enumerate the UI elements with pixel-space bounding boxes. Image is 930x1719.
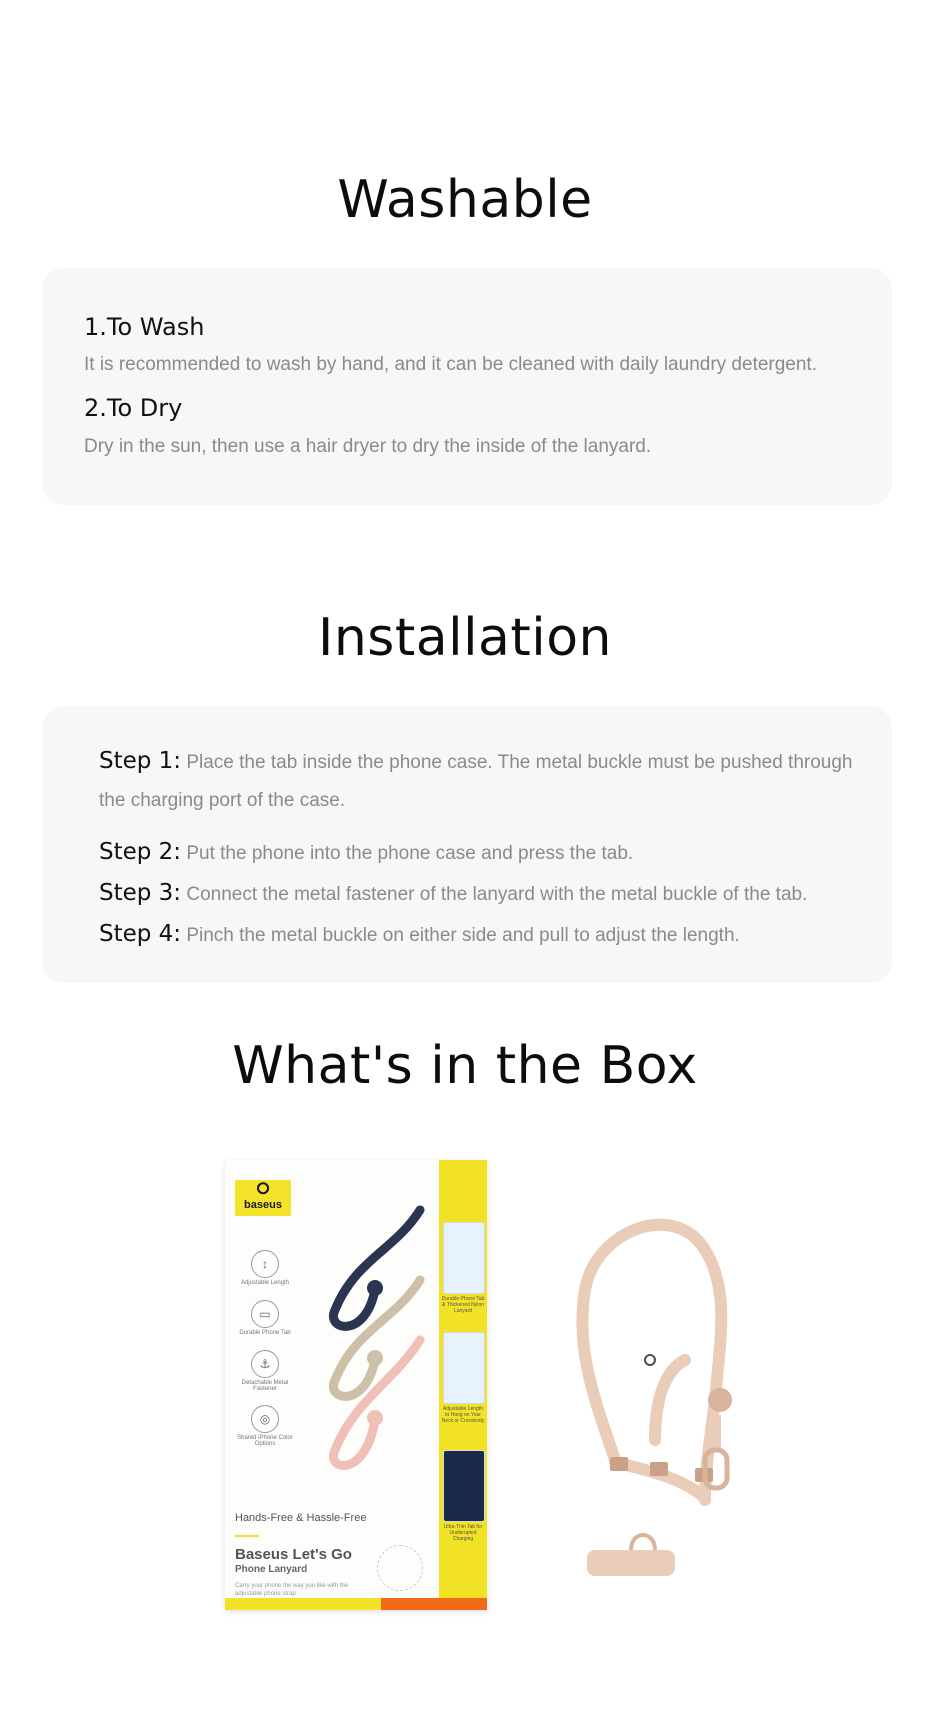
step-4-label: Step 4: (99, 921, 182, 947)
washable-card (42, 268, 892, 505)
installation-card (42, 706, 892, 983)
package-image (225, 1160, 487, 1610)
package-thumb-1 (443, 1222, 485, 1294)
package-caption-2: Adjustable Length to Hang on Your Neck or Crossbody (441, 1406, 485, 1424)
logo-mark-icon: ⭘ (256, 1181, 270, 1198)
package-product-sub: Phone Lanyard (235, 1564, 308, 1575)
wash-heading: 1.To Wash (84, 313, 205, 341)
feature-label: Shared iPhone Color Options (237, 1435, 293, 1447)
package-bottom-stripe (225, 1598, 381, 1610)
feature-label: Durable Phone Tab (239, 1330, 291, 1336)
package-small-text: Carry your phone the way you like with the adjustable phone strap (235, 1583, 349, 1597)
step-2 (99, 833, 879, 873)
package-thumb-3 (443, 1450, 485, 1522)
feature-label: Detachable Metal Fastener (241, 1380, 289, 1392)
installation-title: Installation (317, 608, 612, 668)
package-thumb-2 (443, 1332, 485, 1404)
step-3-label: Step 3: (99, 880, 182, 906)
dry-heading: 2.To Dry (84, 394, 183, 422)
lanyard-image (555, 1200, 755, 1600)
box-title: What's in the Box (232, 1036, 698, 1096)
package-lanyards-illustration (225, 1160, 439, 1500)
step-2-label: Step 2: (99, 839, 182, 865)
step-4 (99, 915, 879, 955)
box-contents (0, 1140, 930, 1630)
step-3-text: Connect the metal fastener of the lanyard with the metal buckle of the tab. (186, 884, 808, 905)
step-2-text: Put the phone into the phone case and press the tab. (186, 843, 634, 864)
package-divider (235, 1535, 259, 1537)
fastener-icon: ⚓ (251, 1350, 279, 1378)
wash-text: It is recommended to wash by hand, and it can be cleaned with daily laundry detergent. (84, 354, 817, 375)
dry-text: Dry in the sun, then use a hair dryer to dry the inside of the lanyard. (84, 436, 652, 457)
package-caption-3: Ultra-Thin Tab for Undisrupted Charging (443, 1524, 483, 1542)
step-1-text: Place the tab inside the phone case. The metal buckle must be pushed through the charging port of the case. (99, 752, 853, 811)
package-side-panel (439, 1160, 487, 1610)
tab-icon: ▭ (251, 1300, 279, 1328)
package-tagline: Hands-Free & Hassle-Free (235, 1512, 367, 1524)
step-3 (99, 874, 899, 914)
package-product-name: Baseus Let's Go (235, 1546, 352, 1563)
palette-icon: ◎ (251, 1405, 279, 1433)
logo-text: baseus (244, 1199, 282, 1211)
package-bottom-accent (381, 1598, 487, 1610)
package-window (377, 1545, 423, 1591)
step-1 (99, 742, 879, 820)
washable-title: Washable (337, 170, 593, 230)
step-1-label: Step 1: (99, 748, 182, 774)
package-caption-1: Durable Phone Tab & Thickened Nylon Lanyard (441, 1296, 485, 1314)
feature-label: Adjustable Length (240, 1280, 290, 1286)
adjust-icon: ↕ (251, 1250, 279, 1278)
step-4-text: Pinch the metal buckle on either side and pull to adjust the length. (186, 925, 740, 946)
